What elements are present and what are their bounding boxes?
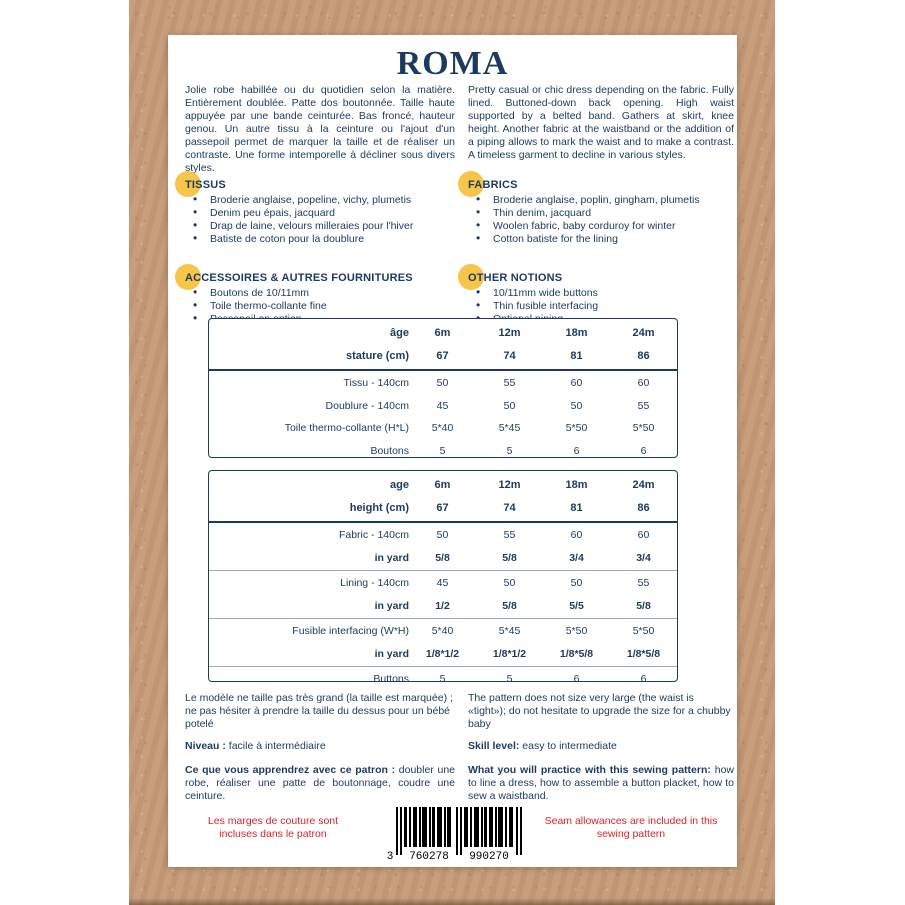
skill-level-text: facile à intermédiaire xyxy=(225,740,326,752)
learn-note-label: Ce que vous apprendrez avec ce patron : xyxy=(185,764,396,776)
table-row xyxy=(209,547,677,570)
table-row-label: Tissu - 140cm xyxy=(343,377,409,390)
table-cell: 50 xyxy=(570,399,583,412)
table-cell: 24m xyxy=(632,327,655,340)
table-cell: 3/4 xyxy=(569,551,584,564)
table-cell: 67 xyxy=(436,501,449,514)
pattern-back-cover-page xyxy=(168,35,737,867)
table-row xyxy=(209,372,677,395)
table-cell: 5*50 xyxy=(632,422,655,435)
table-cell: 74 xyxy=(503,501,516,514)
bottom-notes-fr xyxy=(185,692,455,803)
table-row-label: âge xyxy=(390,327,409,340)
table-header-divider xyxy=(209,521,677,523)
table-cell: 60 xyxy=(637,529,650,542)
learn-note-text: doubler une robe, réaliser une patte de boutonnage, coudre une ceinture. xyxy=(185,764,456,802)
table-cell: 86 xyxy=(637,501,650,514)
table-cell: 5*40 xyxy=(431,625,454,638)
table-cell: 5/8 xyxy=(636,599,651,612)
table-cell: 12m xyxy=(498,327,521,340)
intro-paragraph-fr: Jolie robe habillée ou du quotidien selon la matière. Entièrement doublée. Patte dos boutonnée. Taille haute appuyée par une bande ceinturée. Bas froncé, hauteur genou. Un autre tissu à la ceinture ou l'ajout d'un passepoil permet de marquer la taille et de réaliser un contraste. Une forme intemporelle à décliner sous divers styles. xyxy=(185,84,455,174)
seam-allowance-note-fr: Les marges de couture sont incluses dans le patron xyxy=(207,815,339,840)
table-row-label: stature (cm) xyxy=(346,349,409,362)
table-row xyxy=(209,474,677,497)
table-row xyxy=(209,417,677,440)
list-item: • Boutons de 10/11mm xyxy=(185,287,455,300)
table-cell: 6 xyxy=(640,444,647,457)
list-item: • Thin denim, jacquard xyxy=(468,207,734,220)
page-title: ROMA xyxy=(396,45,509,82)
table-cell: 50 xyxy=(570,577,583,590)
size-table-en xyxy=(208,470,678,686)
bottom-notes-en xyxy=(468,692,734,803)
table-cell: 60 xyxy=(570,377,583,390)
table-cell: 55 xyxy=(503,377,516,390)
sections-column-en xyxy=(468,175,734,326)
table-cell: 60 xyxy=(637,377,650,390)
list-item: • Batiste de coton pour la doublure xyxy=(185,233,455,246)
table-cell: 5/8 xyxy=(502,551,517,564)
table-cell: 5*50 xyxy=(565,625,588,638)
table-cell: 5/8 xyxy=(435,551,450,564)
table-cell: 50 xyxy=(436,529,449,542)
table-row-label: in yard xyxy=(374,551,409,564)
table-cell: 6 xyxy=(573,673,580,686)
section-heading-fabrics: FABRICS xyxy=(468,179,518,191)
table-cell: 24m xyxy=(632,479,655,492)
learn-note-en xyxy=(468,764,734,803)
list-item: • Woolen fabric, baby corduroy for winter xyxy=(468,220,734,233)
table-cell: 6m xyxy=(434,327,451,340)
size-table-fr xyxy=(208,318,678,458)
fabrics-list xyxy=(468,194,734,246)
barcode-digits-left: 760278 xyxy=(409,851,449,863)
ean13-barcode xyxy=(386,807,531,863)
sizing-note-en: The pattern does not size very large (the waist is «tight»); do not hesitate to upgrade the size for a chubby baby xyxy=(468,692,731,730)
table-cell: 3/4 xyxy=(636,551,651,564)
table-cell: 81 xyxy=(570,501,583,514)
spacer xyxy=(468,246,734,268)
table-cell: 18m xyxy=(565,479,588,492)
list-item: • Toile thermo-collante fine xyxy=(185,300,455,313)
table-row-label: in yard xyxy=(374,647,409,660)
table-row-label: in yard xyxy=(374,599,409,612)
table-group-divider xyxy=(209,570,677,571)
table-cell: 5 xyxy=(506,444,513,457)
table-cell: 1/8*5/8 xyxy=(559,647,594,660)
list-item: • 10/11mm wide buttons xyxy=(468,287,734,300)
table-cell: 6 xyxy=(573,444,580,457)
table-cell: 5/5 xyxy=(569,599,584,612)
intro-paragraph-en: Pretty casual or chic dress depending on the fabric. Fully lined. Buttoned-down back opening. High waist supported by a belted band. Gathers at skirt, knee height. Another fabric at the waistband or the addition of a piping allows to mark the waist and to make a contrast. A timeless garment to decline in various styles. xyxy=(468,84,734,161)
barcode-digit-first: 3 xyxy=(386,851,394,863)
table-cell: 50 xyxy=(503,577,516,590)
spacer xyxy=(185,246,455,268)
section-heading-tissus: TISSUS xyxy=(185,179,226,191)
table-cell: 50 xyxy=(503,399,516,412)
table-row-label: Fusible interfacing (W*H) xyxy=(292,625,409,638)
table-row-label: Doublure - 140cm xyxy=(325,399,409,412)
tissus-list xyxy=(185,194,455,246)
table-row-label: Boutons xyxy=(370,444,409,457)
skill-level-fr xyxy=(185,740,455,764)
table-cell: 6 xyxy=(640,673,647,686)
table-row xyxy=(209,322,677,345)
table-cell: 50 xyxy=(436,377,449,390)
table-group-divider xyxy=(209,666,677,667)
table-cell: 6m xyxy=(434,479,451,492)
table-header-divider xyxy=(209,369,677,371)
table-cell: 74 xyxy=(503,349,516,362)
table-cell: 86 xyxy=(637,349,650,362)
skill-level-label: Niveau : xyxy=(185,740,226,752)
table-cell: 67 xyxy=(436,349,449,362)
table-cell: 5*45 xyxy=(498,422,521,435)
table-row-label: height (cm) xyxy=(349,501,409,514)
table-row xyxy=(209,497,677,520)
table-cell: 55 xyxy=(503,529,516,542)
skill-level-text: easy to intermediate xyxy=(519,740,617,752)
table-row-label: Toile thermo-collante (H*L) xyxy=(284,422,409,435)
table-cell: 5*50 xyxy=(565,422,588,435)
table-cell: 5*45 xyxy=(498,625,521,638)
list-item: • Broderie anglaise, poplin, gingham, plumetis xyxy=(468,194,734,207)
learn-note-label: What you will practice with this sewing pattern: xyxy=(468,764,711,776)
table-cell: 55 xyxy=(637,577,650,590)
table-row xyxy=(209,524,677,547)
sections-column-fr xyxy=(185,175,455,326)
table-cell: 81 xyxy=(570,349,583,362)
table-cell: 55 xyxy=(637,399,650,412)
table-row-label: Fabric - 140cm xyxy=(338,529,409,542)
skill-level-en xyxy=(468,740,734,764)
list-item: • Broderie anglaise, popeline, vichy, plumetis xyxy=(185,194,455,207)
learn-note-text: how to line a dress, how to assemble a button placket, how to sew a waistband. xyxy=(468,764,734,802)
table-row xyxy=(209,395,677,418)
table-row xyxy=(209,668,677,691)
seam-allowance-note-en: Seam allowances are included in this sewing pattern xyxy=(544,815,718,840)
table-cell: 5/8 xyxy=(502,599,517,612)
list-item: • Thin fusible interfacing xyxy=(468,300,734,313)
table-cell: 18m xyxy=(565,327,588,340)
table-cell: 5 xyxy=(506,673,513,686)
table-cell: 1/2 xyxy=(435,599,450,612)
table-cell: 5 xyxy=(439,673,446,686)
table-row xyxy=(209,643,677,666)
table-cell: 12m xyxy=(498,479,521,492)
table-cell: 1/8*5/8 xyxy=(626,647,661,660)
barcode-digits-right: 990270 xyxy=(469,851,509,863)
learn-note-fr xyxy=(185,764,455,803)
sizing-note-fr: Le modèle ne taille pas très grand (la taille est marquée) ; ne pas hésiter à prendre la taille du dessus pour un bébé potelé xyxy=(185,692,453,730)
table-cell: 45 xyxy=(436,399,449,412)
table-row xyxy=(209,440,677,463)
list-item: • Denim peu épais, jacquard xyxy=(185,207,455,220)
skill-level-label: Skill level: xyxy=(468,740,520,752)
section-heading-accessoires: ACCESSOIRES & AUTRES FOURNITURES xyxy=(185,272,413,284)
table-row xyxy=(209,595,677,618)
table-row-label: Buttons xyxy=(373,673,409,686)
table-row xyxy=(209,572,677,595)
table-cell: 45 xyxy=(436,577,449,590)
table-row-label: age xyxy=(390,479,409,492)
table-row xyxy=(209,345,677,368)
table-cell: 1/8*1/2 xyxy=(425,647,460,660)
section-heading-notions: OTHER NOTIONS xyxy=(468,272,563,284)
table-group-divider xyxy=(209,618,677,619)
list-item: • Drap de laine, velours milleraies pour l'hiver xyxy=(185,220,455,233)
table-row xyxy=(209,620,677,643)
table-cell: 5*50 xyxy=(632,625,655,638)
table-cell: 5 xyxy=(439,444,446,457)
table-cell: 60 xyxy=(570,529,583,542)
barcode-bars xyxy=(386,807,531,863)
list-item: • Cotton batiste for the lining xyxy=(468,233,734,246)
table-cell: 1/8*1/2 xyxy=(492,647,527,660)
table-cell: 5*40 xyxy=(431,422,454,435)
table-row-label: Lining - 140cm xyxy=(340,577,409,590)
